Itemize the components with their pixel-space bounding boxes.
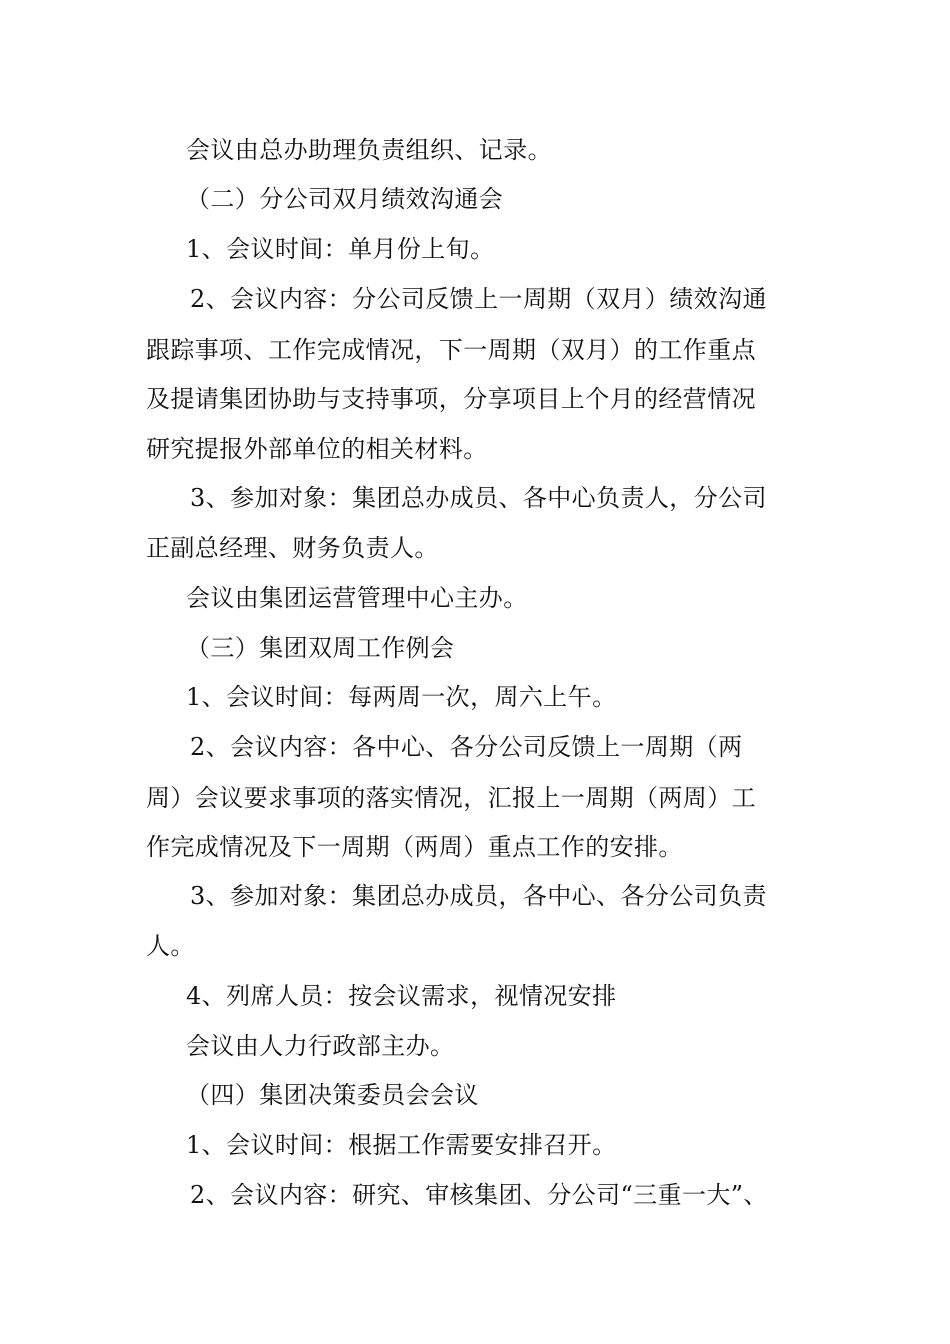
paragraph-line: 周）会议要求事项的落实情况，汇报上一周期（两周）工 — [146, 784, 756, 812]
list-item: 2、会议内容：各中心、各分公司反馈上一周期（两 — [190, 733, 743, 761]
list-item: 3、参加对象：集团总办成员、各中心负责人，分公司 — [190, 484, 767, 512]
list-item: 4、列席人员：按会议需求，视情况安排 — [186, 982, 617, 1010]
list-item: 1、会议时间：每两周一次，周六上午。 — [186, 683, 617, 711]
list-item: 3、参加对象：集团总办成员，各中心、各分公司负责 — [190, 882, 767, 910]
paragraph-line: 会议由总办助理负责组织、记录。 — [186, 136, 552, 164]
section-heading: （三）集团双周工作例会 — [186, 634, 455, 662]
paragraph-line: 会议由集团运营管理中心主办。 — [186, 584, 528, 612]
list-item: 2、会议内容：分公司反馈上一周期（双月）绩效沟通 — [190, 285, 767, 313]
paragraph-line: 及提请集团协助与支持事项，分享项目上个月的经营情况 — [146, 385, 756, 413]
paragraph-line: 跟踪事项、工作完成情况，下一周期（双月）的工作重点 — [146, 336, 756, 364]
list-item: 1、会议时间：单月份上旬。 — [186, 235, 495, 263]
section-heading: （四）集团决策委员会会议 — [186, 1081, 479, 1109]
section-heading: （二）分公司双月绩效沟通会 — [186, 185, 504, 213]
paragraph-line: 研究提报外部单位的相关材料。 — [146, 435, 488, 463]
list-item: 2、会议内容：研究、审核集团、分公司“三重一大”、 — [190, 1181, 768, 1209]
paragraph-line: 会议由人力行政部主办。 — [186, 1032, 455, 1060]
paragraph-line: 人。 — [146, 932, 195, 960]
list-item: 1、会议时间：根据工作需要安排召开。 — [186, 1131, 617, 1159]
paragraph-line: 正副总经理、财务负责人。 — [146, 534, 439, 562]
paragraph-line: 作完成情况及下一周期（两周）重点工作的安排。 — [146, 833, 683, 861]
